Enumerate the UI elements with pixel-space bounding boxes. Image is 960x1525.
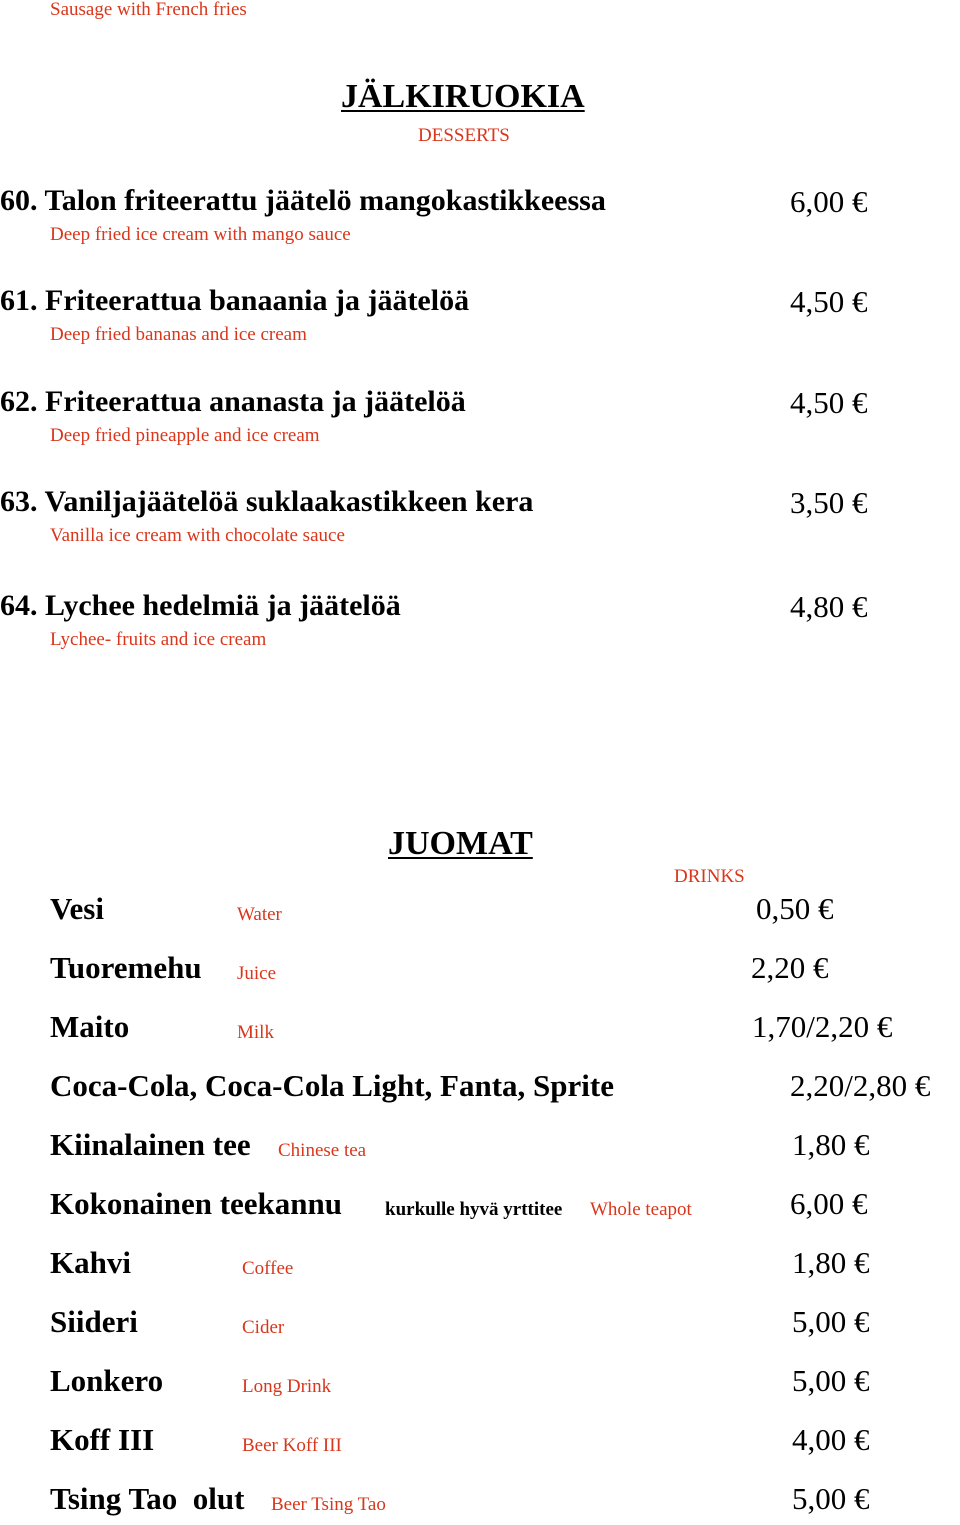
drink-english-name: Coffee: [242, 1258, 294, 1279]
drink-english-name: Cider: [242, 1317, 285, 1338]
drink-name: Siideri: [50, 1304, 138, 1339]
dessert-price: 4,50 €: [790, 284, 868, 319]
drink-name: Kiinalainen tee: [50, 1127, 251, 1162]
drink-price: 1,80 €: [792, 1245, 870, 1280]
drink-english-name: Milk: [237, 1022, 274, 1043]
drink-name: Coca-Cola, Coca-Cola Light, Fanta, Sprite: [50, 1068, 614, 1103]
drink-price: 4,00 €: [792, 1422, 870, 1457]
drinks-title: JUOMAT: [388, 825, 533, 862]
dessert-price: 6,00 €: [790, 184, 868, 219]
drink-english-name: Beer Koff III: [242, 1435, 342, 1456]
dessert-description: Deep fried bananas and ice cream: [50, 324, 307, 345]
dessert-price: 4,50 €: [790, 385, 868, 420]
drink-name: Tuoremehu: [50, 950, 202, 985]
drink-name: Vesi: [50, 891, 104, 926]
drink-name: Tsing Tao olut: [50, 1481, 245, 1516]
desserts-title: JÄLKIRUOKIA: [341, 78, 585, 115]
drink-name: Maito: [50, 1009, 130, 1044]
drink-name: Lonkero: [50, 1363, 164, 1398]
dessert-description: Lychee- fruits and ice cream: [50, 629, 267, 650]
dessert-price: 3,50 €: [790, 485, 868, 520]
drink-note: kurkulle hyvä yrttitee: [385, 1199, 563, 1220]
drink-name: Kahvi: [50, 1245, 131, 1280]
drink-name: Koff III: [50, 1422, 155, 1457]
dessert-description: Vanilla ice cream with chocolate sauce: [50, 525, 345, 546]
drink-english-name: Juice: [237, 963, 277, 984]
drink-english-name: Chinese tea: [278, 1140, 367, 1161]
drink-english-name: Beer Tsing Tao: [271, 1494, 386, 1515]
drink-english-name: Water: [237, 904, 282, 925]
drink-price: 1,80 €: [792, 1127, 870, 1162]
drink-price: 1,70/2,20 €: [752, 1009, 893, 1044]
drink-price: 5,00 €: [792, 1304, 870, 1339]
dessert-price: 4,80 €: [790, 589, 868, 624]
desserts-subtitle: DESSERTS: [418, 125, 510, 146]
dessert-name: 62. Friteerattua ananasta ja jäätelöä: [0, 385, 466, 418]
drink-english-name: Whole teapot: [590, 1199, 692, 1220]
dessert-description: Deep fried ice cream with mango sauce: [50, 224, 351, 245]
drink-name: Kokonainen teekannu: [50, 1186, 343, 1221]
drink-price: 5,00 €: [792, 1481, 870, 1516]
drink-price: 2,20 €: [751, 950, 829, 985]
drink-price: 6,00 €: [790, 1186, 868, 1221]
dessert-name: 64. Lychee hedelmiä ja jäätelöä: [0, 589, 401, 622]
dessert-name: 60. Talon friteerattu jäätelö mangokastikkeessa: [0, 184, 606, 217]
drink-price: 5,00 €: [792, 1363, 870, 1398]
dessert-name: 63. Vaniljajäätelöä suklaakastikkeen kera: [0, 485, 534, 518]
dessert-description: Deep fried pineapple and ice cream: [50, 425, 320, 446]
drink-price: 2,20/2,80 €: [790, 1068, 931, 1103]
drink-price: 0,50 €: [756, 891, 834, 926]
dessert-name: 61. Friteerattua banaania ja jäätelöä: [0, 284, 470, 317]
drinks-subtitle: DRINKS: [674, 866, 745, 887]
previous-item-description: Sausage with French fries: [50, 0, 247, 20]
drink-english-name: Long Drink: [242, 1376, 332, 1397]
